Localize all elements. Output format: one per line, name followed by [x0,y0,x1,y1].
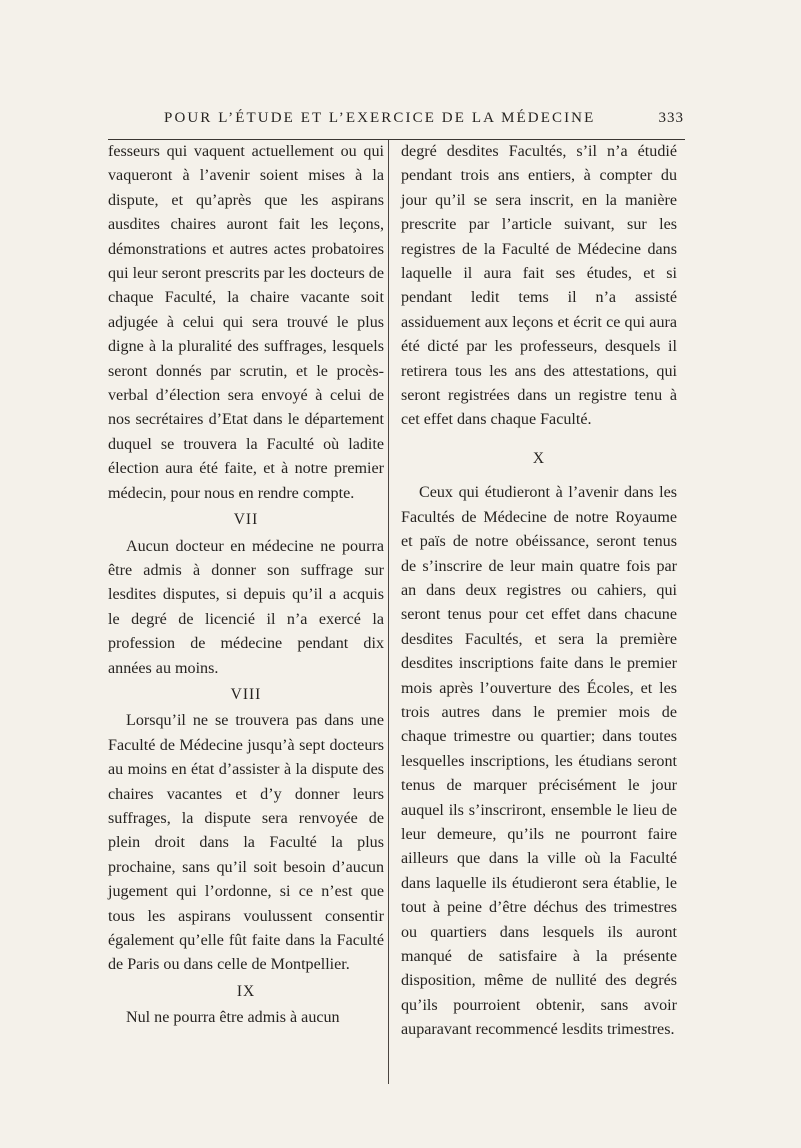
page-header [108,110,686,134]
article-viii-text: Lorsqu’il ne se trouvera pas dans une Faculté de Médecine jusqu’à sept docteurs au moins en état d’assister à la dispute des chaires vacantes et d’y donner leurs suffrages, la dispute sera renvoyée de plein droit dans la Faculté la plus prochaine, sans qu’il soit besoin d’aucun jugement qui l’ordonne, si ce n’est que tous les aspirans voulussent consentir également qu’elle fût faite dans la Faculté de Paris ou dans celle de Montpellier. [108,712,384,974]
article-x-heading: X [532,449,546,467]
article-viii-heading: VIII [230,685,262,703]
left-column [108,140,384,1031]
article-ix-text-start: Nul ne pourra être admis à aucun [126,1009,340,1027]
left-continued-paragraph: fesseurs qui vaquent actuellement ou qui vaqueront à l’avenir soient mises à la dispute, et qu’après que les aspirans ausdites chaires auront fait les leçons, démonstrations et autres actes probatoires qui leur seront prescrits par les docteurs de chaque Faculté, la chaire vacante soit adjugée à celui qui sera trouvé le plus digne à la pluralité des suffrages, lesquels seront donnés par scrutin, et le procès-verbal d’élection sera envoyé à celui de nos secrétaires d’Etat dans le département duquel se trouvera la Faculté où ladite élection aura été faite, et à notre premier médecin, pour nous en rendre compte. [108,143,384,502]
article-x-text: Ceux qui étudieront à l’avenir dans les Facultés de Médecine de notre Royaume et païs de notre obéissance, seront tenus de s’inscrire de leur main quatre fois par an dans deux registres ou cahiers, qui seront tenus pour cet effet dans chacune desdites Facultés, et sera la première desdites inscriptions faite dans le premier mois après l’ouverture des Écoles, et les trois autres dans le premier mois de chaque trimestre ou quartier; dans toutes lesquelles inscriptions, les étudians seront tenus de marquer précisément le jour auquel ils s’inscriront, ensemble le lieu de leur demeure, qu’ils ne pourront faire ailleurs que dans la ville où la Faculté dans laquelle ils étudieront sera établie, le tout à peine d’être déchus des trimestres ou quartiers dans lesquels ils auront manqué de satisfaire à la présente disposition, même de nullité des degrés qu’ils pourroient obtenir, sans avoir auparavant recommencé lesdits trimestres. [401,484,677,1039]
right-continued-paragraph: degré desdites Facultés, s’il n’a étudié pendant trois ans entiers, à compter du jour qu’il se sera inscrit, en la manière prescrite par l’article suivant, sur les registres de la Faculté de Médecine dans laquelle il aura fait ses études, et si pendant ledit tems il n’a assisté assiduement aux leçons et écrit ce qui aura été dicté par les professeurs, desquels il retirera tous les ans des attestations, qui seront registrées dans un registre tenu à cet effet dans chaque Faculté. [401,143,677,429]
article-vii-heading: VII [233,511,259,529]
article-ix-heading: IX [236,982,256,1000]
running-title: POUR L’ÉTUDE ET L’EXERCICE DE LA MÉDECINE [164,110,596,126]
article-vii-text: Aucun docteur en médecine ne pourra être admis à donner son suffrage sur lesdites disputes, si depuis qu’il a acquis le degré de licencié il n’a exercé la profession de médecine pendant dix années au moins. [108,537,384,677]
column-divider [388,140,389,1084]
page-number: 333 [658,110,684,126]
right-column [401,140,677,1043]
